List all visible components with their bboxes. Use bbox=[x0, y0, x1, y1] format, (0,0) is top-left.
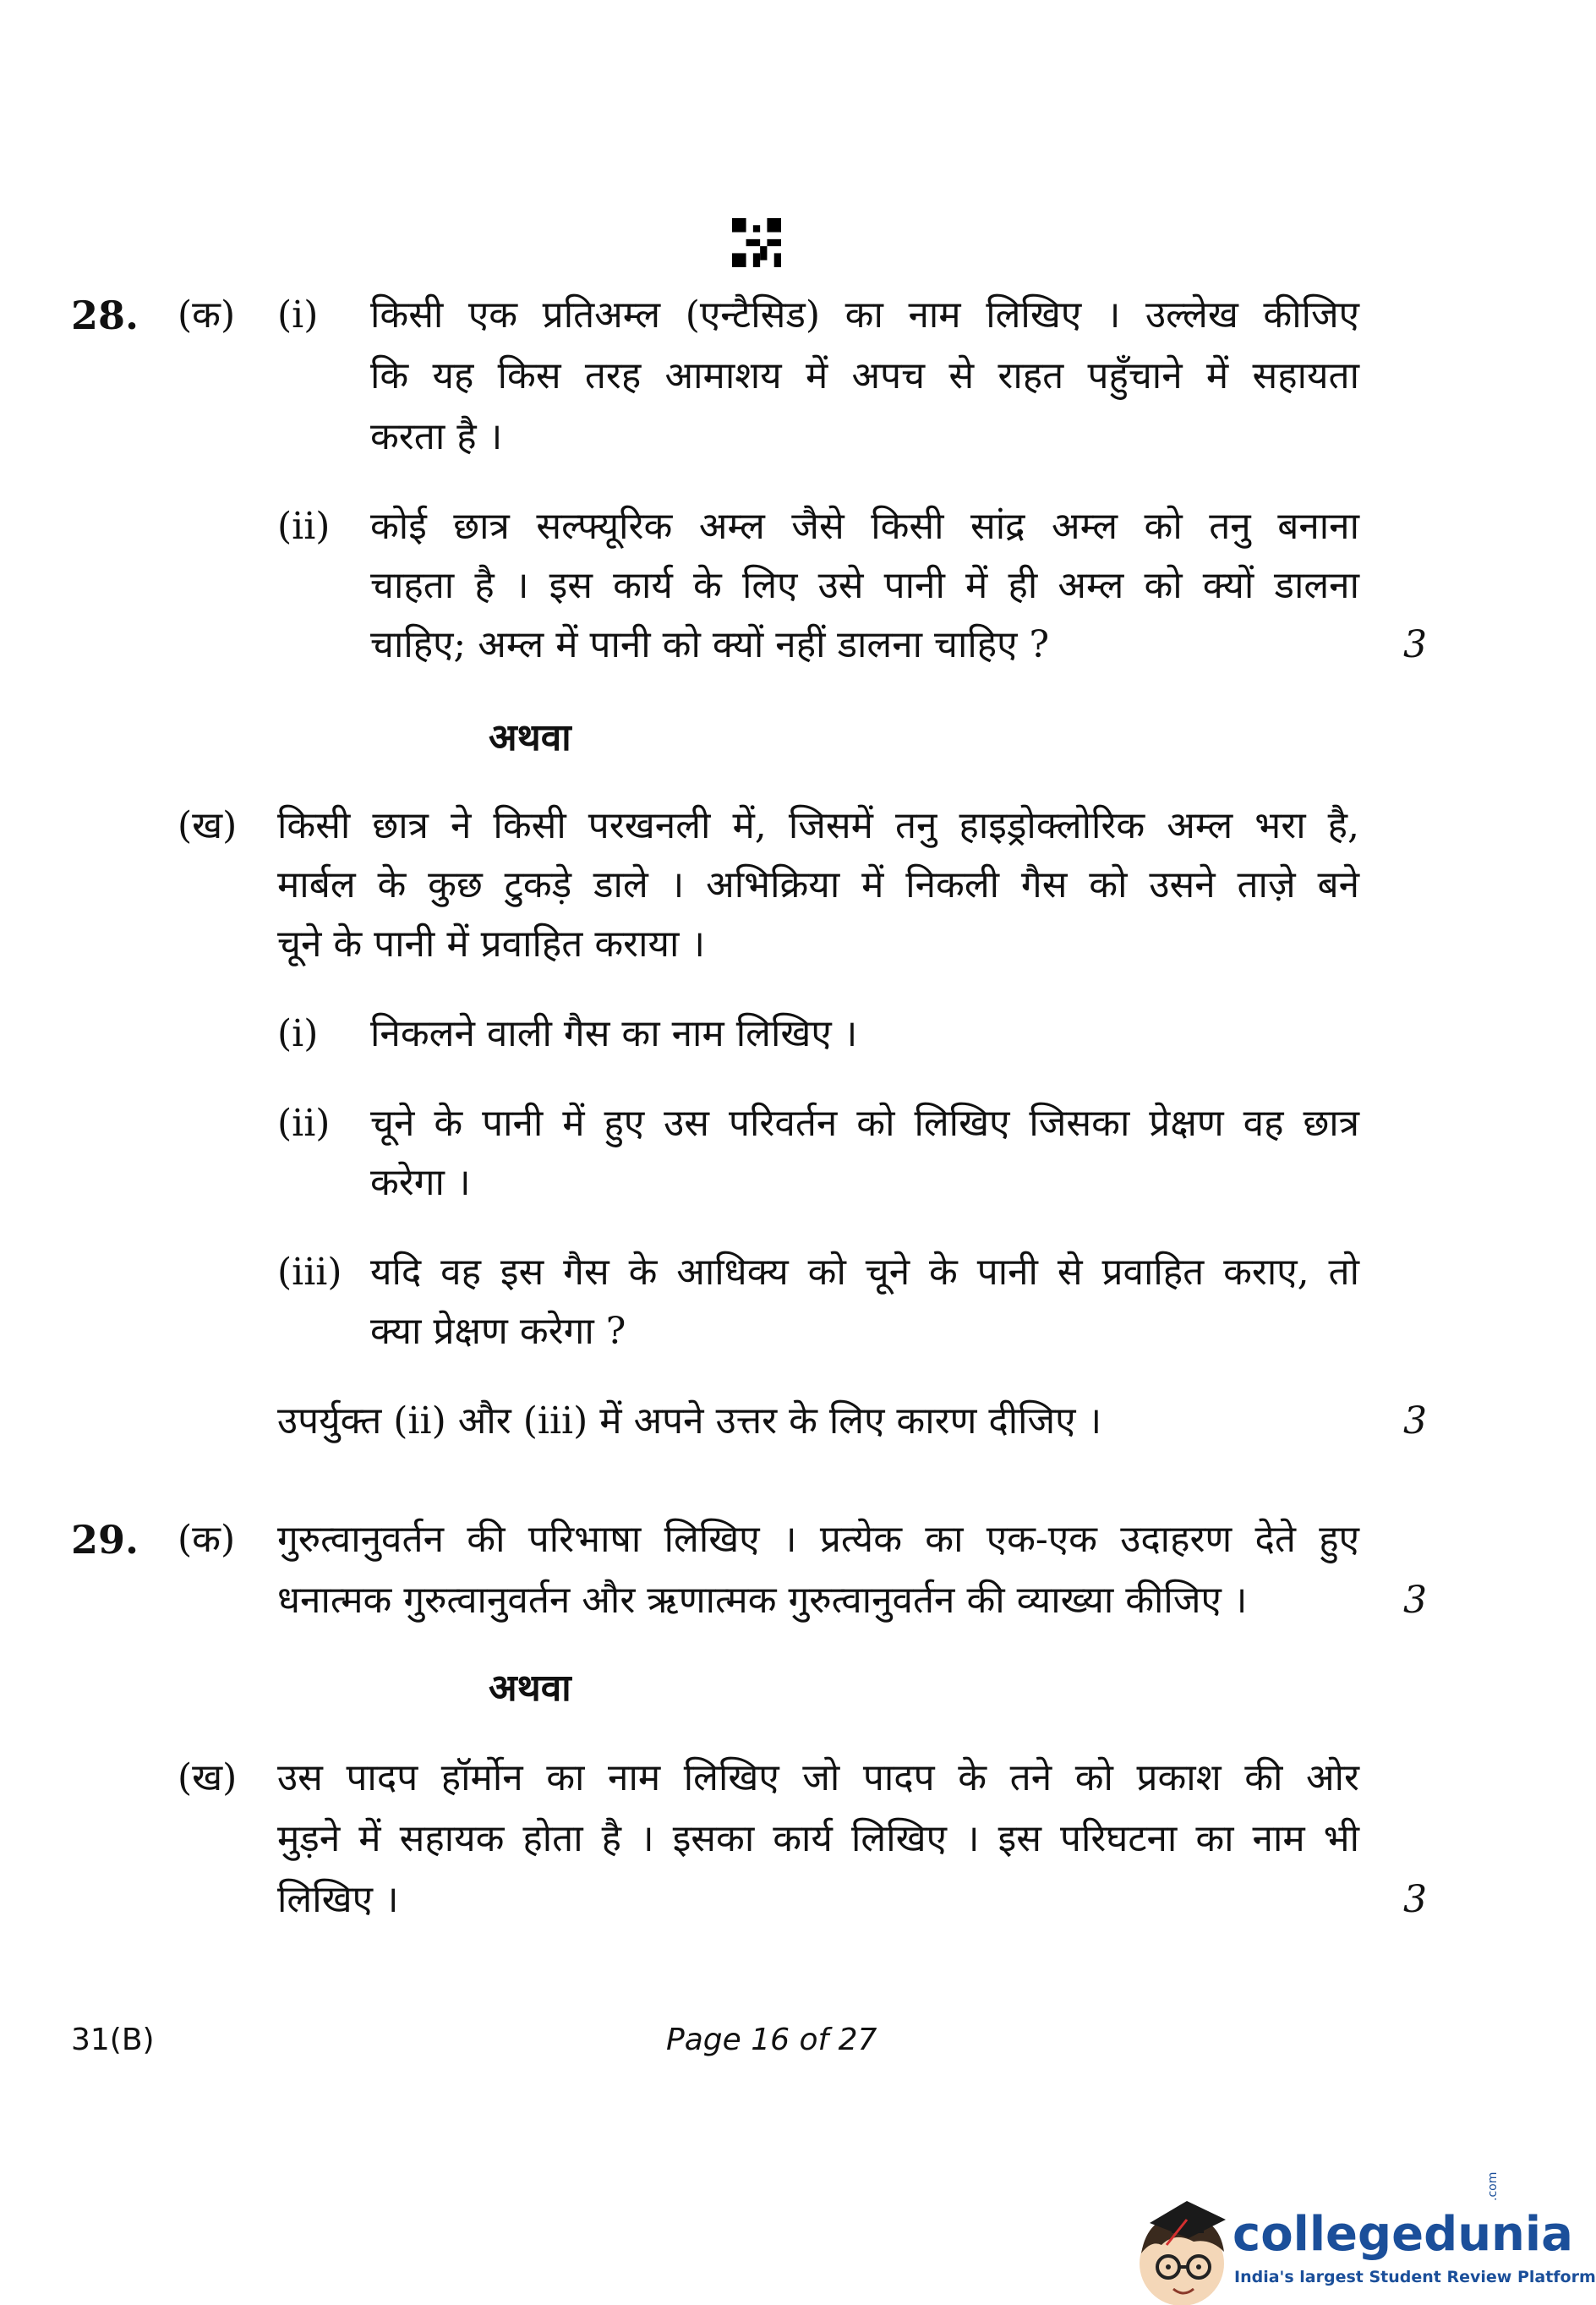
question-text: कोई छात्र सल्फ्यूरिक अम्ल जैसे किसी सांद्र अम्ल को तनु बनाना bbox=[370, 505, 1359, 548]
or-separator: अथवा bbox=[489, 1667, 571, 1710]
part-label: (ख) bbox=[178, 1756, 238, 1799]
question-note: उपर्युक्त (ii) और (iii) में अपने उत्तर के लिए कारण दीजिए । bbox=[277, 1399, 1102, 1443]
brand-dotcom: .com bbox=[1486, 2171, 1500, 2201]
question-text: किसी एक प्रतिअम्ल (एन्टैसिड) का नाम लिखिए । उल्लेख कीजिए bbox=[370, 293, 1359, 337]
subpart-label: (ii) bbox=[277, 1102, 331, 1145]
question-number: 29. bbox=[71, 1517, 139, 1563]
question-text: उस पादप हॉर्मोन का नाम लिखिए जो पादप के तने को प्रकाश की ओर bbox=[277, 1756, 1359, 1799]
question-text: चूने के पानी में हुए उस परिवर्तन को लिखिए जिसका प्रेक्षण वह छात्र bbox=[370, 1102, 1359, 1145]
question-text: धनात्मक गुरुत्वानुवर्तन और ऋणात्मक गुरुत्वानुवर्तन की व्याख्या कीजिए । bbox=[277, 1579, 1248, 1622]
question-text: यदि वह इस गैस के आधिक्य को चूने के पानी से प्रवाहित कराए, तो bbox=[370, 1251, 1359, 1294]
collegedunia-logo bbox=[1116, 2171, 1596, 2305]
part-label: (क) bbox=[178, 1518, 236, 1561]
question-text: किसी छात्र ने किसी परखनली में, जिसमें तनु हाइड्रोक्लोरिक अम्ल भरा है, bbox=[277, 804, 1359, 847]
page-prefix: Page bbox=[666, 2023, 752, 2057]
subpart-label: (ii) bbox=[277, 505, 331, 548]
part-label: (क) bbox=[178, 293, 236, 337]
question-text: चाहता है । इस कार्य के लिए उसे पानी में ही अम्ल को क्यों डालना bbox=[370, 564, 1359, 607]
question-text: चूने के पानी में प्रवाहित कराया । bbox=[277, 923, 706, 966]
subpart-label: (i) bbox=[277, 1012, 319, 1055]
question-text: मार्बल के कुछ टुकड़े डाले । अभिक्रिया में निकली गैस को उसने ताज़े बने bbox=[277, 863, 1359, 906]
question-text: चाहिए; अम्ल में पानी को क्यों नहीं डालना चाहिए ? bbox=[370, 623, 1050, 666]
question-text: करता है । bbox=[370, 415, 503, 458]
subpart-label: (i) bbox=[277, 293, 319, 337]
brand-tagline: India's largest Student Review Platform bbox=[1234, 2268, 1596, 2286]
question-number: 28. bbox=[71, 293, 139, 338]
brand-name: collegedunia bbox=[1233, 2207, 1573, 2262]
question-text: क्या प्रेक्षण करेगा ? bbox=[370, 1310, 626, 1353]
marks: 3 bbox=[1403, 1579, 1427, 1622]
page-mid: of bbox=[790, 2023, 839, 2057]
subpart-label: (iii) bbox=[277, 1251, 342, 1294]
marks: 3 bbox=[1403, 1878, 1427, 1921]
question-text: निकलने वाली गैस का नाम लिखिए । bbox=[370, 1012, 858, 1055]
question-text: लिखिए । bbox=[277, 1878, 399, 1921]
question-text: गुरुत्वानुवर्तन की परिभाषा लिखिए । प्रत्येक का एक-एक उदाहरण देते हुए bbox=[277, 1518, 1359, 1561]
qr-code-icon bbox=[732, 218, 781, 267]
question-text: मुड़ने में सहायक होता है । इसका कार्य लिखिए । इस परिघटना का नाम भी bbox=[277, 1817, 1359, 1860]
question-text: करेगा । bbox=[370, 1161, 471, 1204]
part-label: (ख) bbox=[178, 804, 238, 847]
marks: 3 bbox=[1403, 623, 1427, 666]
paper-code: 31(B) bbox=[71, 2023, 155, 2057]
page-total: 27 bbox=[838, 2023, 877, 2057]
question-text: कि यह किस तरह आमाशय में अपच से राहत पहुँचाने में सहायता bbox=[370, 354, 1359, 397]
or-separator: अथवा bbox=[489, 716, 571, 759]
page-number: 16 bbox=[751, 2023, 790, 2057]
page-indicator bbox=[666, 2019, 877, 2061]
marks: 3 bbox=[1403, 1399, 1427, 1443]
